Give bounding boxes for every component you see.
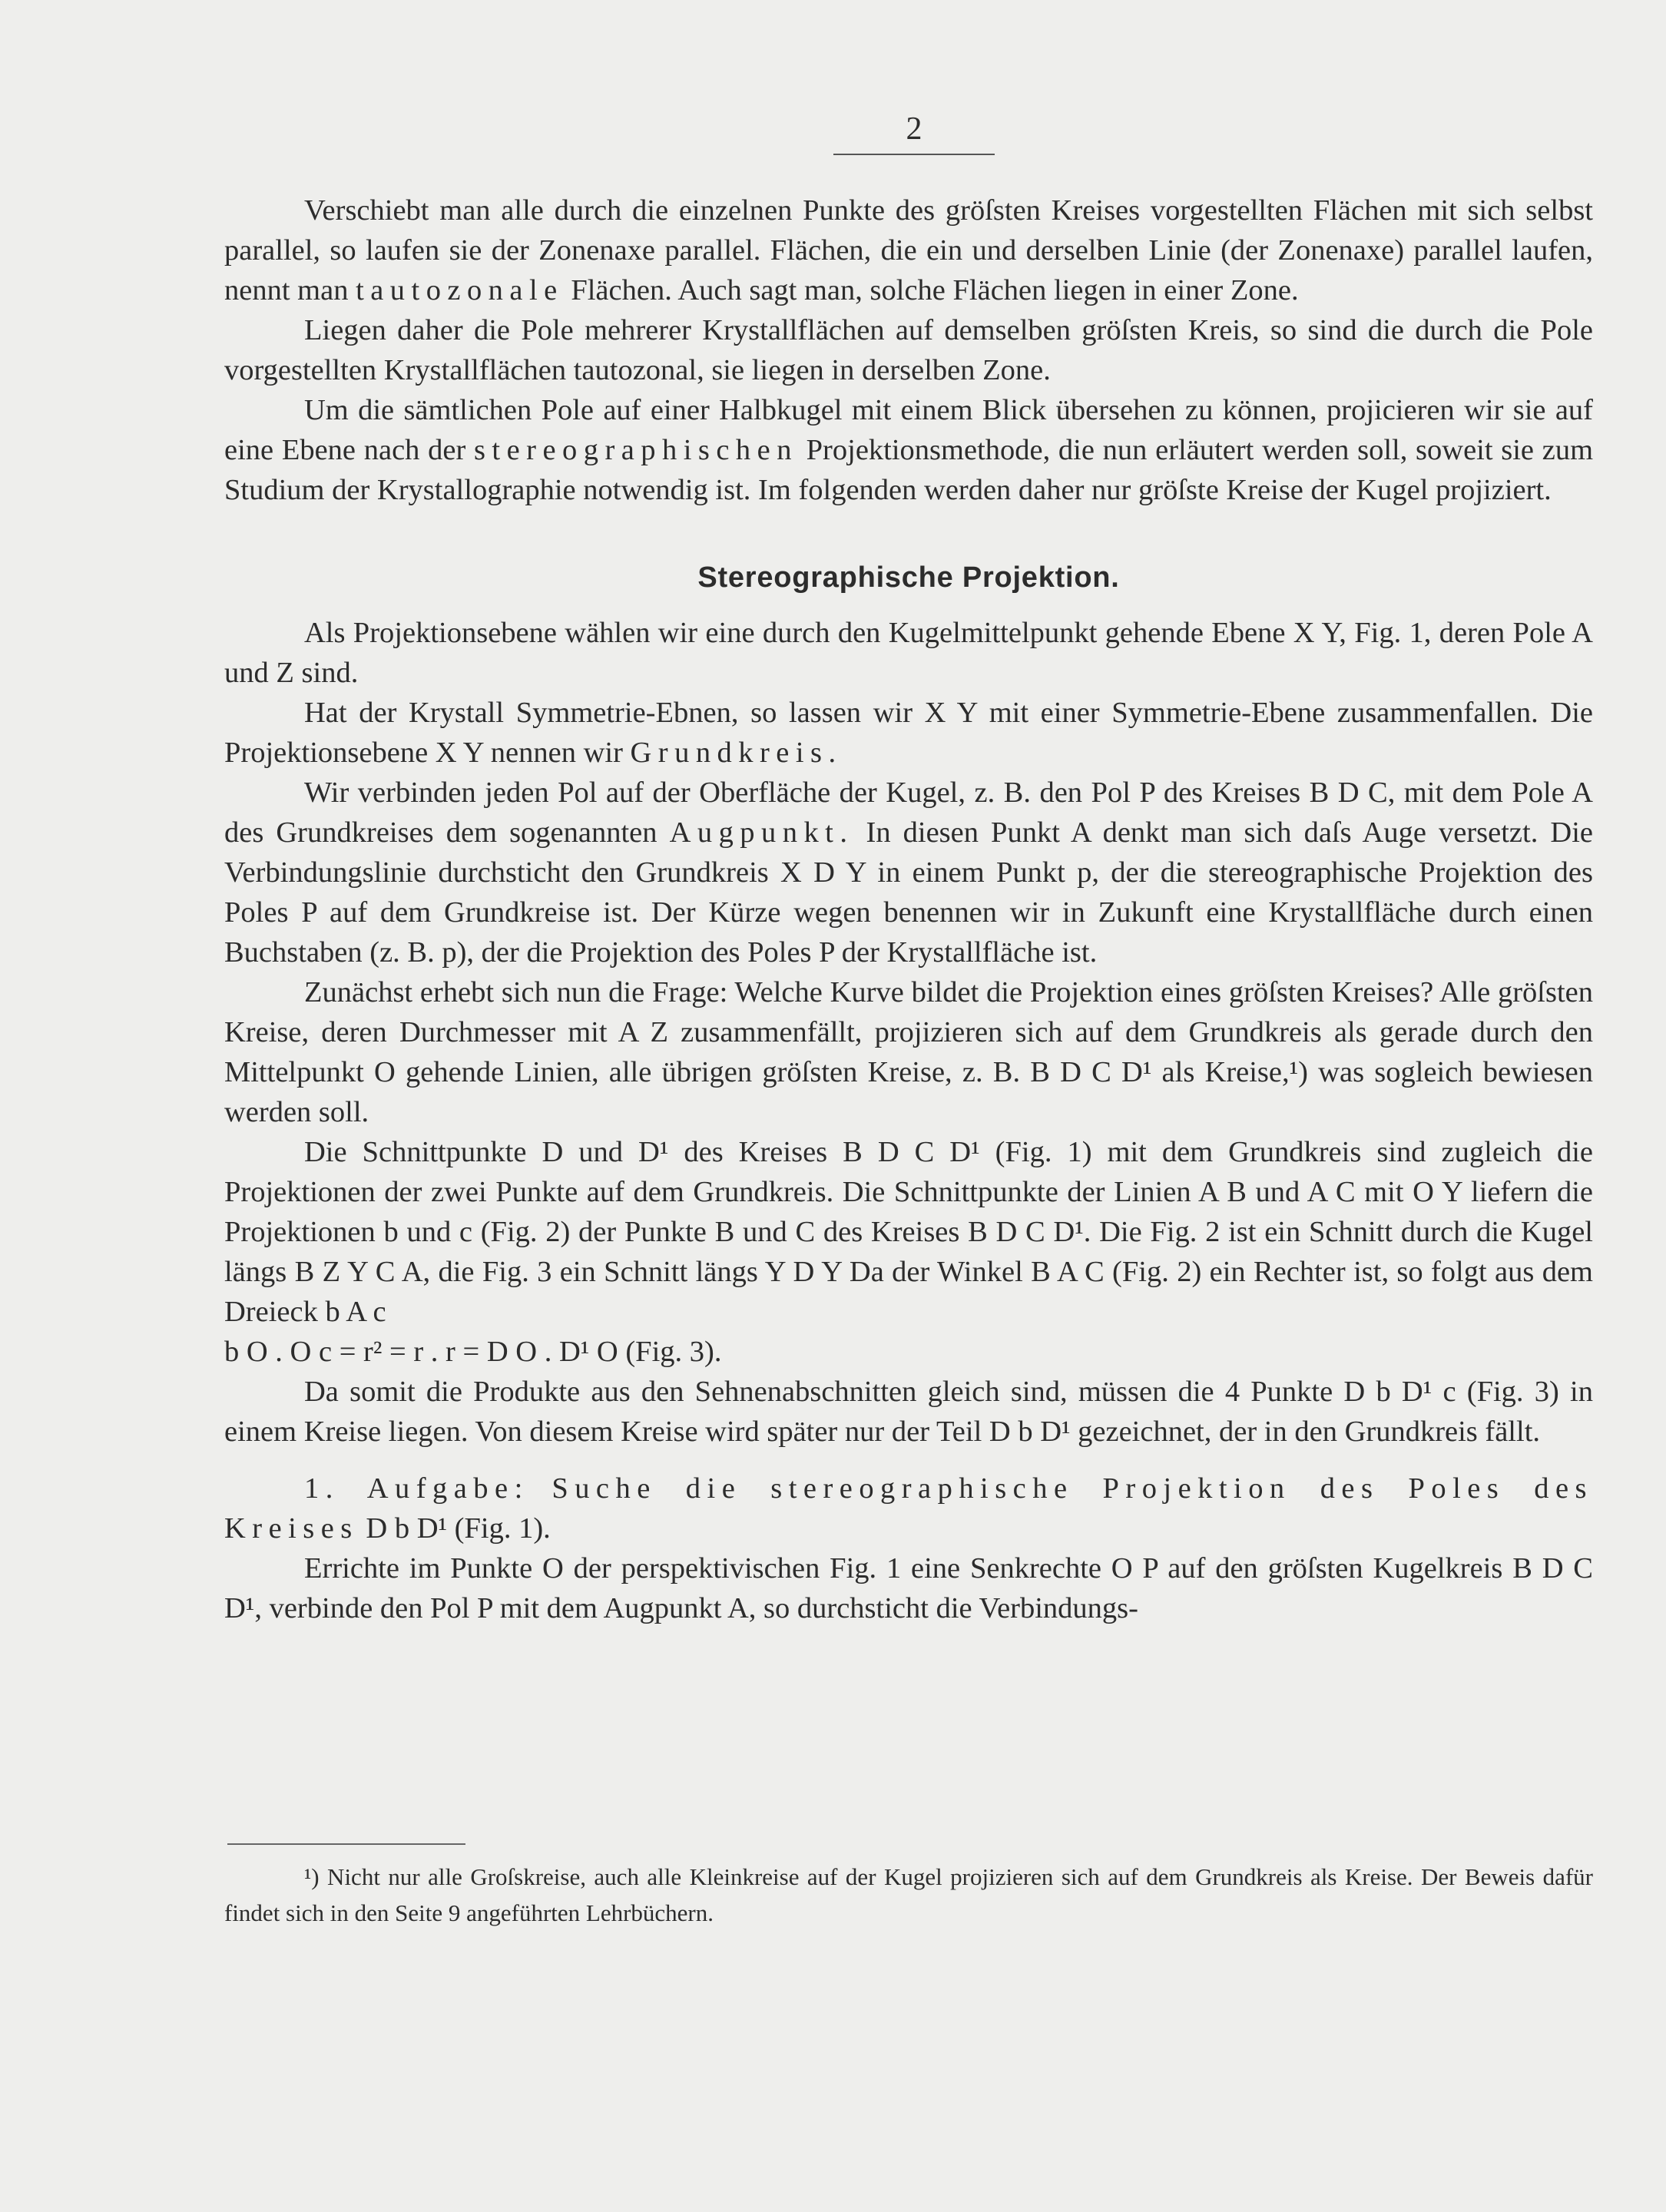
paragraph-sehnenabschnitte: Da somit die Produkte aus den Sehnenabschnitten gleich sind, müssen die 4 Punkte D b D¹ c (Fig. 3) in einem Kreise liegen. Von diesem Kreise wird später nur der Teil D b D¹ gezeichnet, der in den Grundkreis fällt. — [224, 1376, 1593, 1448]
task-1 — [224, 1469, 1593, 1548]
paragraph-kurve: Zunächst erhebt sich nun die Frage: Welche Kurve bildet die Projektion eines gröſsten Kreises? Alle gröſsten Kreise, deren Durchmesser mit A Z zusammenfällt, projizieren sich auf dem Grundkreis als gerade durch den Mittelpunkt O gehende Linien, alle übrigen gröſsten Kreise, z. B. B D C D¹ als Kreise,¹) was sogleich bewiesen werden soll. — [224, 976, 1593, 1128]
footnote-rule — [227, 1843, 465, 1845]
body-text — [224, 190, 1593, 1628]
paragraph-schnittpunkte: Die Schnittpunkte D und D¹ des Kreises B D C D¹ (Fig. 1) mit dem Grundkreis sind zugleich die Projektionen der zwei Punkte auf dem Grundkreis. Die Schnittpunkte der Linien A B und A C mit O Y liefern die Projektionen b und c (Fig. 2) der Punkte B und C des Kreises B D C D¹. Die Fig. 2 ist ein Schnitt durch die Kugel längs B Z Y C A, die Fig. 3 ein Schnitt längs Y D Y Da der Winkel B A C (Fig. 2) ein Rechter ist, so folgt aus dem Dreieck b A c — [224, 1136, 1593, 1328]
task-end: D b D¹ (Fig. 1). — [366, 1512, 551, 1545]
footnote: ¹) Nicht nur alle Groſskreise, auch alle Kleinkreise auf der Kugel projizieren sich auf dem Grundkreis als Kreise. Der Beweis dafür findet sich in den Seite 9 angeführten Lehrbüchern. — [224, 1863, 1593, 1926]
task-label: 1. Aufgabe: — [304, 1472, 529, 1505]
paragraph-pole-zone: Liegen daher die Pole mehrerer Krystallflächen auf demselben gröſsten Kreis, so sind die durch die Pole vorgestellten Krystallflächen tautozonal, sie liegen in derselben Zone. — [224, 314, 1593, 386]
paragraph-halbkugel: Um die sämtlichen Pole auf einer Halbkugel mit einem Blick übersehen zu können, projicieren wir sie auf eine Ebene nach der stereographischen Projektionsmethode, die nun erläutert werden soll, soweit sie zum Studium der Krystallographie notwendig ist. Im folgenden werden daher nur gröſste Kreise der Kugel projiziert. — [224, 394, 1594, 506]
paragraph-augpunkt: Wir verbinden jeden Pol auf der Oberfläche der Kugel, z. B. den Pol P des Kreises B D C, mit dem Pole A des Grundkreises dem sogenannten Augpunkt. In diesen Punkt A denkt man sich daſs Auge versetzt. Die Verbindungslinie durchsticht den Grundkreis X D Y in einem Punkt p, der die stereographische Projektion des Poles P auf dem Grundkreise ist. Der Kürze wegen benennen wir in Zukunft eine Krystallfläche durch einen Buchstaben (z. B. p), der die Projektion des Poles P der Krystallfläche ist. — [224, 777, 1593, 969]
paragraph-symmetrie: Hat der Krystall Symmetrie-Ebnen, so lassen wir X Y mit einer Symmetrie-Ebene zusammenfallen. Die Projektionsebene X Y nennen wir Grundkreis. — [224, 697, 1593, 769]
formula: b O . O c = r² = r . r = D O . D¹ O (Fig. 3). — [224, 1336, 722, 1368]
task-text: Suche die stereographische Projektion des Poles des Kreises — [224, 1472, 1594, 1545]
paragraph-senkrechte: Errichte im Punkte O der perspektivischen Fig. 1 eine Senkrechte O P auf den gröſsten Kugelkreis B D C D¹, verbinde den Pol P mit dem Augpunkt A, so durchsticht die Verbindungs- — [224, 1552, 1593, 1624]
term-augpunkt: Augpunkt. — [669, 816, 854, 849]
page-number: 2 — [906, 111, 922, 147]
paragraph-projektionsebene: Als Projektionsebene wählen wir eine durch den Kugelmittelpunkt gehende Ebene X Y, Fig. 1, deren Pole A und Z sind. — [224, 617, 1593, 689]
paragraph-zonenaxe: Verschiebt man alle durch die einzelnen Punkte des gröſsten Kreises vorgestellten Flächen mit sich selbst parallel, so laufen sie der Zonenaxe parallel. Flächen, die ein und derselben Linie (der Zonenaxe) parallel laufen, nennt man tautozonale Flächen. Auch sagt man, solche Flächen liegen in einer Zone. — [224, 194, 1593, 306]
term-tautozonale: tautozonale — [356, 274, 564, 306]
section-heading: Stereographische Projektion. — [697, 561, 1120, 594]
page-number-rule — [833, 154, 995, 155]
term-stereographischen: stereographischen — [473, 434, 798, 466]
term-grundkreis: Grundkreis. — [630, 737, 843, 769]
